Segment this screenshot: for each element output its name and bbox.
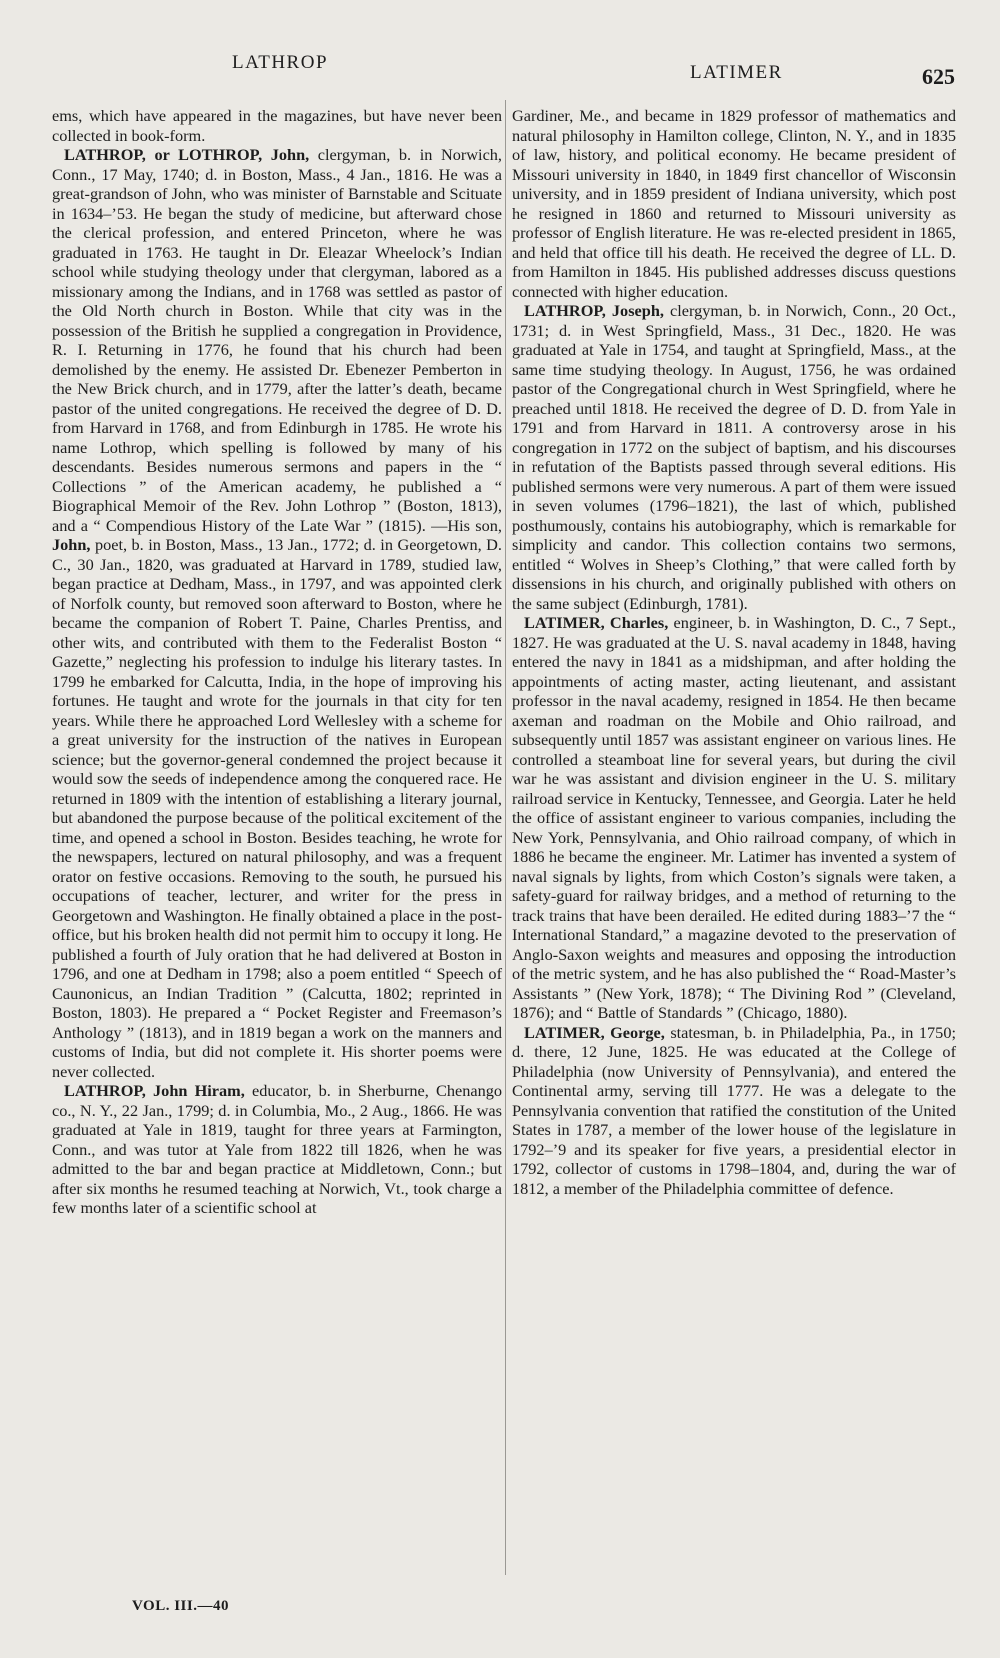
entry-latimer-george: [512, 1023, 956, 1199]
entry-heading: LATHROP, or LOTHROP, John,: [64, 145, 310, 164]
paragraph-continuation: [512, 106, 956, 301]
signature-mark: VOL. III.—40: [132, 1598, 229, 1614]
paragraph-text: Gardiner, Me., and became in 1829 professor of mathematics and natural philosophy in Hamilton college, Clinton, N. Y., and in 1835 of law, history, and political economy. He became president of Missouri university in 1840, in 1849 first chancellor of Wisconsin university, and in 1859 president of Indiana university, which post he resigned in 1860 and returned to Missouri university as professor of English literature. He was re-elected president in 1865, and held that office till his death. He received the degree of LL. D. from Hamilton in 1845. His published addresses discuss questions connected with higher education.: [512, 106, 956, 301]
paragraph-text: ems, which have appeared in the magazines, but have never been collected in book-form.: [52, 106, 502, 145]
running-head-right: LATIMER: [690, 62, 783, 83]
entry-text: statesman, b. in Philadelphia, Pa., in 1750; d. there, 12 June, 1825. He was educated at the College of Philadelphia (now University of Pennsylvania), and entered the Continental army, serving till 1777. He was a delegate to the Pennsylvania convention that ratified the constitution of the United States in 1787, a member of the lower house of the legislature in 1792–’9 and its speaker for five years, a presidential elector in 1792, collector of customs in 1798–1804, and, during the war of 1812, a member of the Philadelphia committee of defence.: [512, 1022, 956, 1198]
entry-text: clergyman, b. in Norwich, Conn., 20 Oct., 1731; d. in West Springfield, Mass., 31 Dec., 1820. He was graduated at Yale in 1754, and taught at Springfield, Mass., at the same time studying theology. In August, 1756, he was ordained pastor of the Congregational church in West Springfield, where he preached until 1818. He received the degree of D. D. from Yale in 1791 and from Harvard in 1811. A controversy arose in his congregation in 1772 on the subject of baptism, and his discourses in refutation of the Baptists passed through several editions. His published sermons were very numerous. A part of them were issued in seven volumes (1796–1821), the last of which, published posthumously, contains his autobiography, which is remarkable for simplicity and candor. This collection contains two sermons, entitled “ Wolves in Sheep’s Clothing,” that were called forth by dissensions in his church, and originally published with others on the same subject (Edinburgh, 1781).: [512, 301, 957, 613]
paragraph-continuation: [52, 106, 502, 145]
entry-heading: LATHROP, Joseph,: [524, 301, 664, 320]
column-divider: [505, 100, 506, 1575]
entry-lathrop-joseph: [512, 301, 956, 613]
entry-text: clergyman, b. in Norwich, Conn., 17 May, 1740; d. in Boston, Mass., 4 Jan., 1816. He was a great-grandson of John, who was minister of Barnstable and Scituate in 1634–’53. He began the study of medicine, but afterward chose the clerical profession, and entered Princeton, where he was graduated in 1763. He taught in Dr. Eleazar Wheelock’s Indian school while studying theology under that clergyman, labored as a missionary among the Indians, and in 1768 was settled as pastor of the Old North church in Boston. While that city was in the possession of the British he supplied a congregation in Providence, R. I. Returning in 1776, he found that his church had been demolished by the enemy. He assisted Dr. Ebenezer Pemberton in the New Brick church, and in 1779, after the latter’s death, became pastor of the united congregations. He received the degree of D. D. from Harvard in 1768, and from Edinburgh in 1785. He wrote his name Lothrop, which spelling is followed by many of his descendants. Besides numerous sermons and papers in the “ Collections ” of the American academy, he published a “ Biographical Memoir of the Rev. John Lothrop ” (Boston, 1813), and a “ Compendious History of the Late War ” (1815). —His son,: [52, 145, 503, 535]
entry-text: poet, b. in Boston, Mass., 13 Jan., 1772; d. in Georgetown, D. C., 30 Jan., 1820, was graduated at Harvard in 1789, studied law, began practice at Dedham, Mass., in 1797, and was appointed clerk of Norfolk county, but removed soon afterward to Boston, where he became the companion of Robert T. Paine, Charles Prentiss, and other wits, and contributed with them to the Federalist Boston “ Gazette,” neglecting his profession to indulge his literary tastes. In 1799 he embarked for Calcutta, India, in the hope of improving his fortunes. He taught and wrote for the journals in that city for ten years. While there he approached Lord Wellesley with a scheme for a great university for the instruction of the natives in European science; but the governor-general condemned the project because it would sow the seeds of independence among the conquered race. He returned in 1809 with the intention of establishing a literary journal, but abandoned the purpose because of the political excitement of the time, and opened a school in Boston. Besides teaching, he wrote for the newspapers, lectured on natural philosophy, and was a frequent orator on festive occasions. Removing to the south, he pursued his occupations of teacher, lecturer, and writer for the press in Georgetown and Washington. He finally obtained a place in the post-office, but his broken health did not permit him to occupy it long. He published a fourth of July oration that he had delivered at Boston in 1796, and one at Dedham in 1798; also a poem entitled “ Speech of Caunonicus, an Indian Tradition ” (Calcutta, 1802; reprinted in Boston, 1803). He prepared a “ Pocket Register and Freemason’s Anthology ” (1813), and in 1819 began a work on the manners and customs of India, but did not complete it. His shorter poems were never collected.: [52, 535, 502, 1081]
entry-lathrop-john-hiram: [52, 1081, 502, 1218]
right-column: [512, 106, 956, 1198]
running-head-left: LATHROP: [232, 52, 329, 73]
page-number: 625: [922, 64, 955, 89]
entry-subheading: John,: [52, 535, 91, 554]
entry-lathrop-john: [52, 145, 502, 1081]
entry-heading: LATIMER, George,: [524, 1022, 665, 1042]
entry-heading: LATHROP, John Hiram,: [64, 1081, 245, 1100]
entry-heading: LATIMER, Charles,: [524, 613, 669, 632]
entry-latimer-charles: [512, 613, 956, 1023]
entry-text: engineer, b. in Washington, D. C., 7 Sept., 1827. He was graduated at the U. S. naval academy in 1848, having entered the navy in 1841 as a midshipman, and after holding the appointments of acting master, acting lieutenant, and assistant professor in the naval academy, resigned in 1854. He then became axeman and roadman on the Mobile and Ohio railroad, and subsequently until 1857 was assistant engineer on various lines. He controlled a steamboat line for several years, but during the civil war he was assistant and division engineer in the U. S. military railroad service in Kentucky, Tennessee, and Georgia. Later he held the office of assistant engineer to various companies, including the New York, Pennsylvania, and Ohio railroad company, of which in 1886 he became the engineer. Mr. Latimer has invented a system of naval signals by lights, from which Coston’s signals were taken, a safety-guard for railway bridges, and a method of returning to the track trains that have been derailed. He edited during 1883–’7 the “ International Standard,” a magazine devoted to the preservation of Anglo-Saxon weights and measures and opposing the introduction of the metric system, and he has also published the “ Road-Master’s Assistants ” (New York, 1878); “ The Divining Rod ” (Cleveland, 1876); and “ Battle of Standards ” (Chicago, 1880).: [512, 613, 957, 1022]
entry-text: educator, b. in Sherburne, Chenango co., N. Y., 22 Jan., 1799; d. in Columbia, Mo., 2 Aug., 1866. He was graduated at Yale in 1819, taught for three years at Farmington, Conn., and was tutor at Yale from 1822 till 1826, when he was admitted to the bar and began practice at Middletown, Conn.; but after six months he resumed teaching at Norwich, Vt., took charge a few months later of a scientific school at: [52, 1081, 502, 1217]
left-column: [52, 106, 502, 1218]
